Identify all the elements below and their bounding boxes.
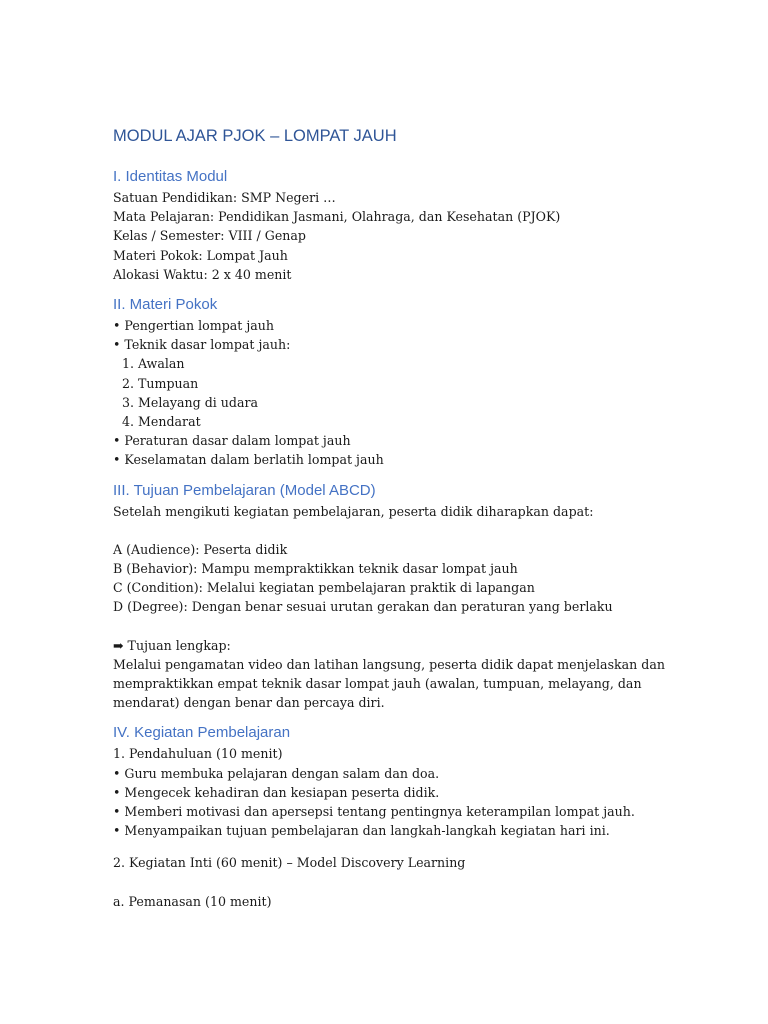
document-page [113, 120, 733, 911]
pendahuluan-bullet: • Guru membuka pelajaran dengan salam dan doa. [113, 765, 440, 781]
materi-step: 2. Tumpuan [122, 375, 199, 391]
tujuan-lengkap-line: mendarat) dengan benar dan percaya diri. [113, 695, 385, 711]
materi-step: 1. Awalan [122, 356, 185, 372]
kegiatan-inti-title: 2. Kegiatan Inti (60 menit) – Model Discovery Learning [113, 855, 466, 871]
materi-bullet: • Keselamatan dalam berlatih lompat jauh [113, 452, 384, 468]
pemanasan-title: a. Pemanasan (10 menit) [113, 893, 272, 909]
section-heading-tujuan: III. Tujuan Pembelajaran (Model ABCD) [113, 481, 376, 499]
pendahuluan-bullet: • Mengecek kehadiran dan kesiapan peserta didik. [113, 784, 440, 800]
identitas-line: Mata Pelajaran: Pendidikan Jasmani, Olahraga, dan Kesehatan (PJOK) [113, 209, 561, 225]
abcd-line: D (Degree): Dengan benar sesuai urutan gerakan dan peraturan yang berlaku [113, 599, 613, 615]
abcd-line: A (Audience): Peserta didik [113, 541, 288, 557]
section-heading-kegiatan: IV. Kegiatan Pembelajaran [113, 724, 291, 742]
pendahuluan-bullet: • Memberi motivasi dan apersepsi tentang pentingnya keterampilan lompat jauh. [113, 804, 635, 820]
materi-bullet: • Teknik dasar lompat jauh: [113, 337, 291, 353]
identitas-line: Materi Pokok: Lompat Jauh [113, 247, 288, 263]
abcd-line: B (Behavior): Mampu mempraktikkan teknik dasar lompat jauh [113, 561, 518, 577]
section-heading-identitas: I. Identitas Modul [113, 168, 228, 185]
pendahuluan-title: 1. Pendahuluan (10 menit) [113, 746, 283, 762]
pendahuluan-bullet: • Menyampaikan tujuan pembelajaran dan langkah-langkah kegiatan hari ini. [113, 823, 610, 839]
tujuan-lengkap-label: ➡ Tujuan lengkap: [113, 637, 231, 653]
document-title: MODUL AJAR PJOK – LOMPAT JAUH [113, 127, 397, 145]
tujuan-intro: Setelah mengikuti kegiatan pembelajaran, peserta didik diharapkan dapat: [113, 503, 594, 519]
materi-step: 4. Mendarat [122, 414, 201, 430]
materi-bullet: • Peraturan dasar dalam lompat jauh [113, 433, 351, 449]
abcd-line: C (Condition): Melalui kegiatan pembelajaran praktik di lapangan [113, 580, 535, 596]
materi-bullet: • Pengertian lompat jauh [113, 318, 274, 334]
identitas-line: Kelas / Semester: VIII / Genap [113, 228, 306, 244]
section-heading-materi: II. Materi Pokok [113, 296, 218, 314]
materi-step: 3. Melayang di udara [122, 394, 259, 410]
identitas-line: Satuan Pendidikan: SMP Negeri … [113, 190, 336, 205]
tujuan-lengkap-line: Melalui pengamatan video dan latihan langsung, peserta didik dapat menjelaskan dan [113, 656, 665, 672]
identitas-line: Alokasi Waktu: 2 x 40 menit [113, 266, 292, 282]
tujuan-lengkap-line: mempraktikkan empat teknik dasar lompat jauh (awalan, tumpuan, melayang, dan [113, 676, 642, 692]
